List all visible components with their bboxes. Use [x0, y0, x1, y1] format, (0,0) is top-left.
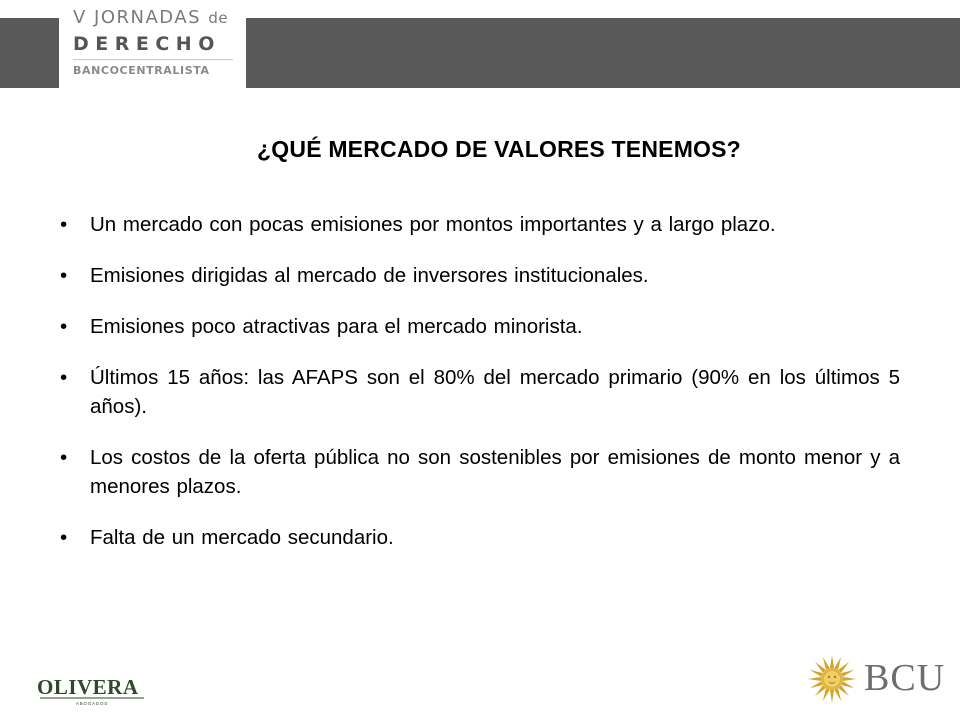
- bullet-text: Últimos 15 años: las AFAPS son el 80% del mercado primario (90% en los últimos 5 años).: [90, 366, 900, 418]
- slide-title: ¿QUÉ MERCADO DE VALORES TENEMOS?: [257, 136, 741, 162]
- bullet-marker: •: [60, 446, 68, 469]
- bullet-text: Emisiones dirigidas al mercado de inversores institucionales.: [90, 264, 649, 287]
- bullet-item: [52, 443, 900, 501]
- bullet-text: Un mercado con pocas emisiones por montos importantes y a largo plazo.: [90, 213, 776, 236]
- bullet-marker: •: [60, 264, 68, 287]
- bullet-marker: •: [60, 366, 68, 389]
- event-logo-line1-suffix: de: [208, 9, 229, 27]
- bullet-item: [52, 261, 900, 290]
- event-logo: [59, 0, 246, 88]
- bullet-list: [52, 210, 900, 574]
- bullet-marker: •: [60, 315, 68, 338]
- bullet-item: [52, 363, 900, 421]
- bullet-text: Los costos de la oferta pública no son sostenibles por emisiones de monto menor y a menores plazos.: [90, 446, 900, 498]
- bcu-logo: [806, 654, 946, 704]
- event-logo-line1: V JORNADAS: [73, 7, 202, 28]
- olivera-logo: [36, 672, 148, 706]
- bullet-marker: •: [60, 526, 68, 549]
- bullet-item: [52, 210, 900, 239]
- bullet-item: [52, 523, 900, 552]
- bcu-logo-text: BCU: [864, 657, 946, 699]
- bullet-item: [52, 312, 900, 341]
- event-logo-divider: [73, 59, 233, 60]
- olivera-logo-subtext: ABOGADOS: [75, 701, 109, 706]
- event-logo-line3: BANCOCENTRALISTA: [73, 64, 210, 77]
- event-logo-line2: DERECHO: [73, 33, 221, 55]
- olivera-logo-text: OLIVERA: [37, 675, 139, 699]
- bullet-marker: •: [60, 213, 68, 236]
- bullet-text: Falta de un mercado secundario.: [90, 526, 394, 549]
- bullet-text: Emisiones poco atractivas para el mercado minorista.: [90, 315, 583, 338]
- sun-emblem-icon: [806, 654, 858, 704]
